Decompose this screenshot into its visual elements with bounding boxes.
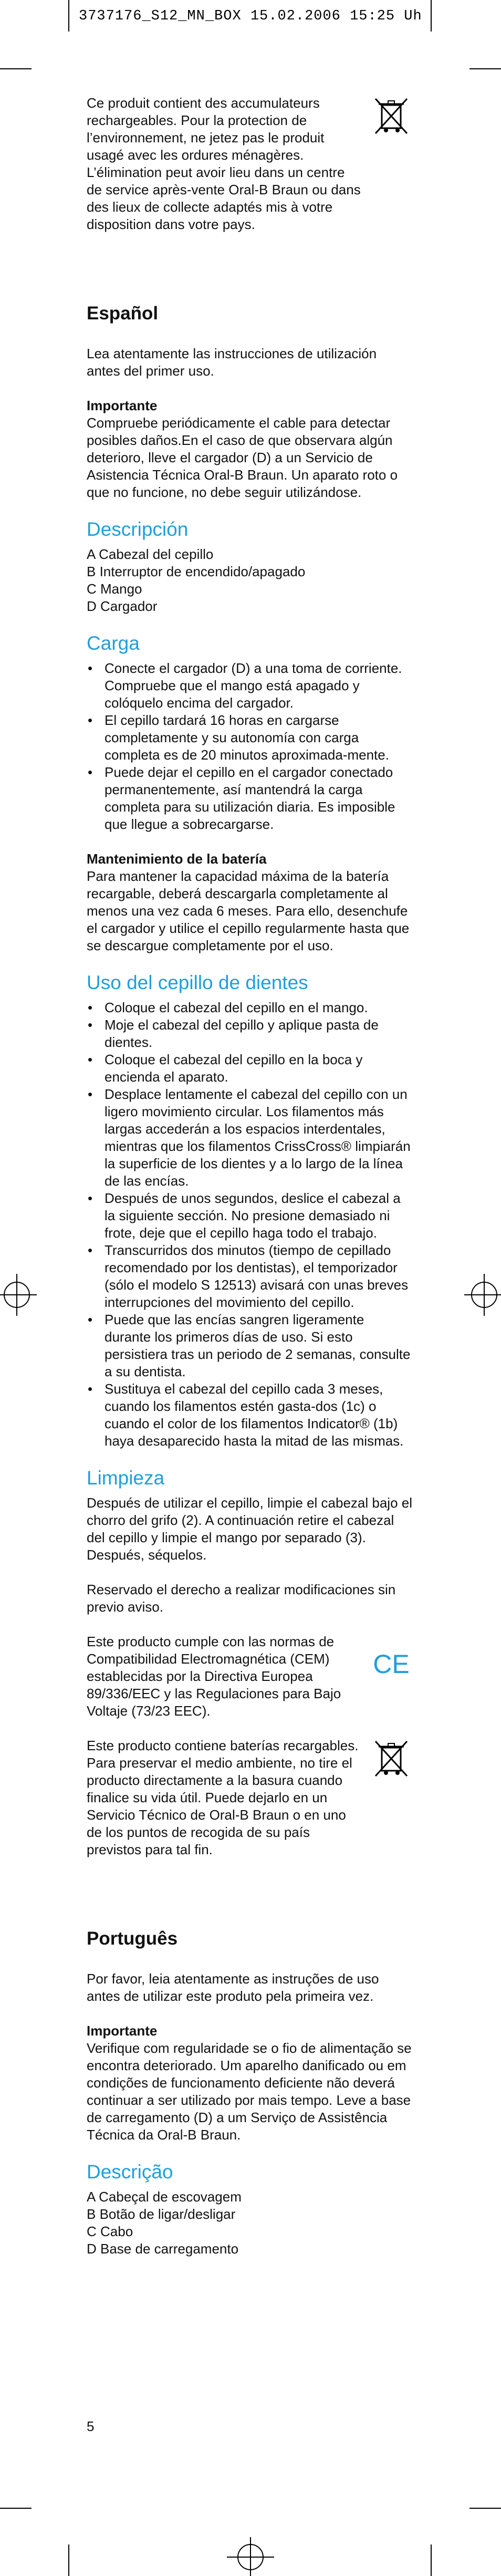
description-item: D Base de carregamento xyxy=(87,2241,239,2257)
description-item: D Cargador xyxy=(87,598,158,614)
crossed-out-wheelie-bin-icon xyxy=(370,95,412,137)
use-list xyxy=(87,999,412,1450)
text-column xyxy=(87,95,412,2275)
french-disposal-block xyxy=(87,95,412,233)
cleaning-text: Después de utilizar el cepillo, limpie el cabezal bajo el chorro del grifo (2). A continuación retire el cabezal del cepillo y limpie el mango por separado (3). Después, séquelos. xyxy=(87,1495,413,1563)
crop-mark xyxy=(68,2544,69,2576)
important-text: Verifique com regularidade se o fio de alimentação se encontra deteriorado. Um aparelho danificado ou em condições de funcionamento deficiente não deverá continuar a ser utilizado por mais tempo. Leve a base de carregamento (D) a um Serviço de Assistência Técnica da Oral-B Braun. xyxy=(87,2040,412,2143)
page-number: 5 xyxy=(87,2418,95,2434)
important-label: Importante xyxy=(87,2023,158,2039)
battery-label: Mantenimiento de la batería xyxy=(87,851,267,867)
french-disposal-text: Ce produit contient des accumulateurs rechargeables. Pour la protection de l’environnement, ne jetez pas le produit usagé avec les ordures ménagères. L’élimination peut avoir lieu dans un centre de service après-vente Oral-B Braun ou dans des lieux de collecte adaptés mis à votre disposition dans votre pays. xyxy=(87,95,361,232)
crop-mark xyxy=(469,2508,501,2509)
ce-text: Este producto cumple con las normas de Compatibilidad Electromagnética (CEM) establecidas por la Directiva Europea 89/336/EEC y las Regulaciones para Bajo Voltaje (73/23 EEC). xyxy=(87,1634,341,1719)
list-item: • Coloque el cabezal del cepillo en la boca y encienda el aparato. xyxy=(87,1051,412,1086)
list-item: • Puede dejar el cepillo en el cargador conectado permanentemente, así mantendrá la carga completa para su utilización diaria. Es imposible que llegue a sobrecargarse. xyxy=(87,764,412,833)
list-item: • Coloque el cabezal del cepillo en el mango. xyxy=(87,999,412,1016)
ce-compliance-block xyxy=(87,1633,412,1720)
print-header xyxy=(0,0,501,32)
list-item: • Después de unos segundos, deslice el cabezal a la siguiente sección. No presione demasiado ni frote, deje que el cepillo haga todo el trabajo. xyxy=(87,1190,412,1242)
description-list xyxy=(87,546,412,615)
reserved-rights: Reservado el derecho a realizar modificaciones sin previo aviso. xyxy=(87,1582,396,1615)
important-text: Compruebe periódicamente el cable para detectar posibles daños.En el caso de que observara algún deterioro, lleve el cargador (D) a un Servicio de Asistencia Técnica Oral-B Braun. Un aparato roto o que no funcione, no debe seguir utilizándose. xyxy=(87,415,398,500)
description-item: C Mango xyxy=(87,581,142,597)
portuguese-intro: Por favor, leia atentamente as instruções de uso antes de utilizar este produto pela primeira vez. xyxy=(87,1971,379,2004)
print-slug: 3737176_S12_MN_BOX 15.02.2006 15:25 Uh xyxy=(79,8,422,24)
ce-mark-text: CE xyxy=(373,1649,410,1679)
crop-mark xyxy=(0,2508,32,2509)
registration-mark-bottom xyxy=(227,2537,274,2576)
battery-maintenance xyxy=(87,850,412,954)
crop-mark xyxy=(68,0,69,32)
list-item: • Transcurridos dos minutos (tiempo de cepillado recomendado por los dentistas), el temporizador (sólo el modelo S 12513) avisará con unas breves interrupciones del movimiento del cepillo. xyxy=(87,1242,412,1311)
heading-descricao: Descrição xyxy=(87,2161,173,2183)
crop-mark xyxy=(431,2544,432,2576)
list-item: • Desplace lentamente el cabezal del cepillo con un ligero movimiento circular. Los filamentos más largas accederán a los espacios interdentales, mientras que los filamentos CrissCross® limpiarán la superficie de los dientes y a lo largo de la línea de las encías. xyxy=(87,1086,412,1190)
registration-mark-left xyxy=(0,1271,37,1318)
registration-mark-right xyxy=(464,1271,501,1318)
spanish-important xyxy=(87,397,412,501)
section-title-portuguese: Português xyxy=(87,1928,178,1949)
crop-mark xyxy=(469,68,501,69)
list-item: • Conecte el cargador (D) a una toma de corriente. Compruebe que el mango está apagado y colóquelo encima del cargador. xyxy=(87,660,412,712)
description-item: A Cabezal del cepillo xyxy=(87,546,214,562)
heading-descripcion: Descripción xyxy=(87,518,189,540)
list-item: • Sustituya el cabezal del cepillo cada 3 meses, cuando los filamentos estén gasta-dos (1c) o cuando el color de los filamentos Indicator® (1b) haya desaparecido hasta la mitad de las mismas. xyxy=(87,1380,412,1450)
description-item: B Botão de ligar/desligar xyxy=(87,2206,236,2222)
heading-uso: Uso del cepillo de dientes xyxy=(87,972,308,993)
list-item: • El cepillo tardará 16 horas en cargarse completamente y su autonomía con carga completa es de 20 minutos aproximada-mente. xyxy=(87,712,412,764)
spanish-disposal-block xyxy=(87,1737,412,1858)
heading-limpieza: Limpieza xyxy=(87,1467,165,1489)
description-item: C Cabo xyxy=(87,2224,133,2239)
spanish-disposal-text: Este producto contiene baterías recargables. Para preservar el medio ambiente, no tire el producto directamente a la basura cuando finalice su vida útil. Puede dejarlo en un Servicio Técnico de Oral-B Braun o en uno de los puntos de recogida de su país previstos para tal fin. xyxy=(87,1738,359,1857)
charge-list xyxy=(87,660,412,833)
description-item: B Interruptor de encendido/apagado xyxy=(87,564,306,579)
ce-mark-icon xyxy=(370,1644,412,1686)
list-item: • Puede que las encías sangren ligeramente durante los primeros días de uso. Si esto persistiera tras un periodo de 2 semanas, consulte a su dentista. xyxy=(87,1311,412,1380)
spanish-intro: Lea atentamente las instrucciones de utilización antes del primer uso. xyxy=(87,346,377,379)
portuguese-important xyxy=(87,2022,412,2144)
important-label: Importante xyxy=(87,398,158,413)
crossed-out-wheelie-bin-icon xyxy=(370,1737,412,1779)
section-title-spanish: Español xyxy=(87,303,159,324)
description-item: A Cabeçal de escovagem xyxy=(87,2189,242,2205)
crop-mark xyxy=(0,68,32,69)
list-item: • Moje el cabezal del cepillo y aplique pasta de dientes. xyxy=(87,1016,412,1051)
portuguese-description-list xyxy=(87,2188,412,2258)
crop-mark xyxy=(431,0,432,32)
battery-text: Para mantener la capacidad máxima de la batería recargable, deberá descargarla completamente al menos una vez cada 6 meses. Para ello, desenchufe el cargador y utilice el cepillo regularmente hasta que se descargue completamente por el uso. xyxy=(87,868,410,953)
heading-carga: Carga xyxy=(87,632,140,654)
